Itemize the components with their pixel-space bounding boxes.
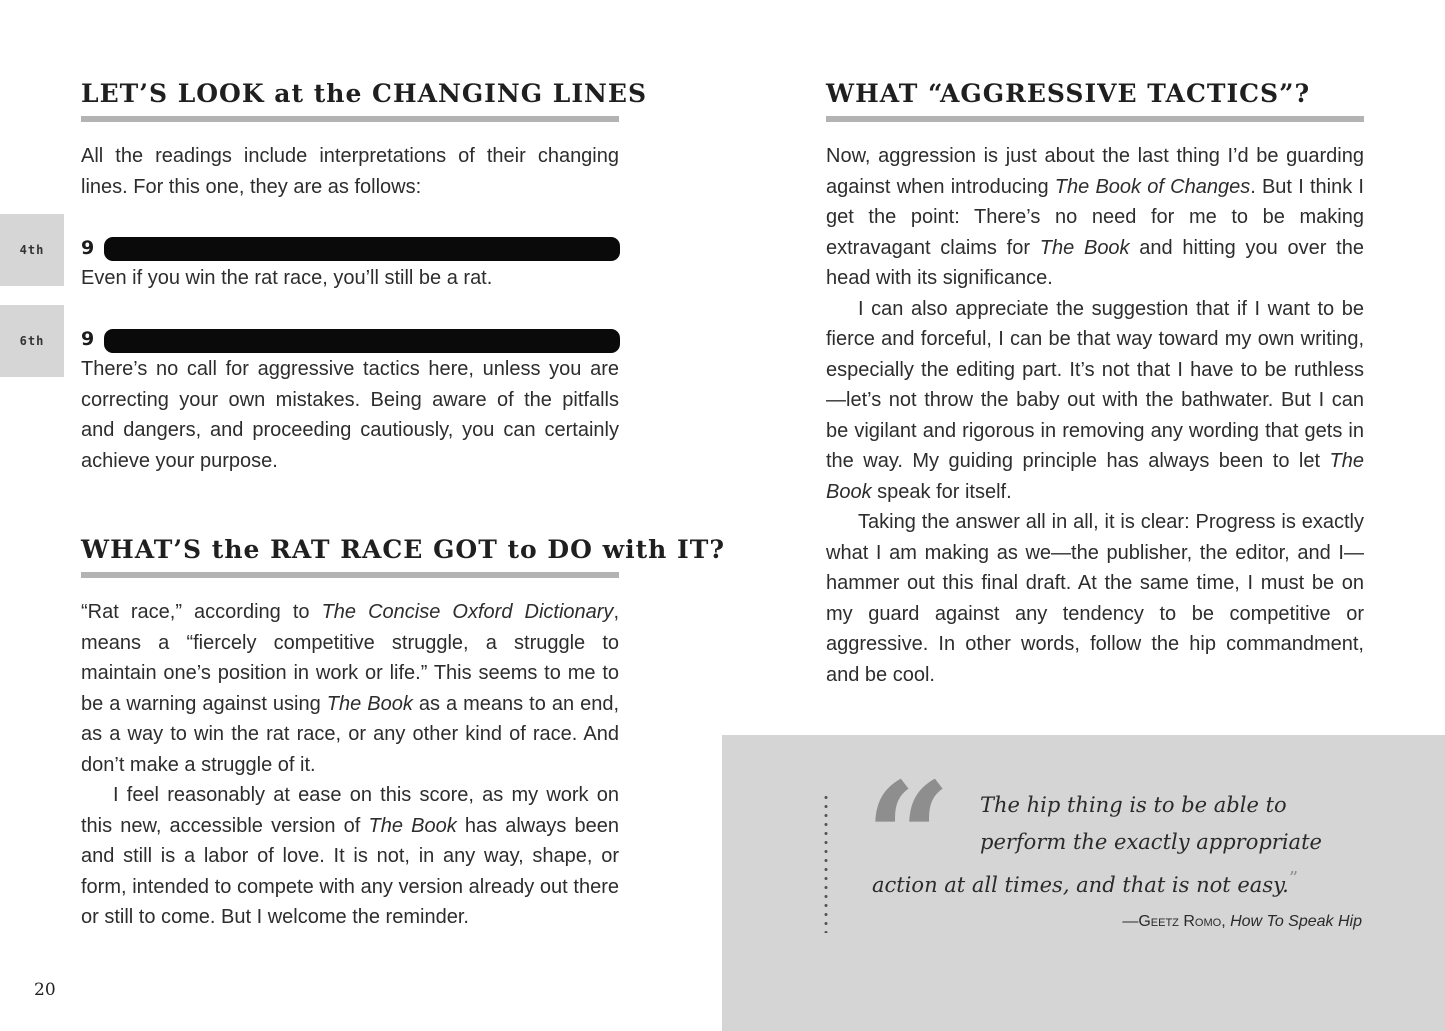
paragraph: Now, aggression is just about the last thing I’d be guarding against when introducing The Book of Changes. But I think I get the point: There’s no need for me to be making extravagant claims for The Book and hitting you over the head with its significance. <box>826 145 1364 289</box>
section-heading-changing-lines: LET’S LOOK at the CHANGING LINES <box>81 79 647 108</box>
book-title: The Book <box>326 692 413 715</box>
line-number: 9 <box>81 328 95 350</box>
heading-rule <box>826 116 1364 122</box>
book-title: The Book <box>826 450 1364 503</box>
book-title: The Book <box>1039 236 1130 259</box>
paragraph: Taking the answer all in all, it is clear: Progress is exactly what I am making as we—the publisher, the editor, and I—hammer out this final draft. At the same time, I must be on my guard against any tendency to be competitive or aggressive. In other words, follow the hip commandment, and be cool. <box>826 511 1364 686</box>
dotted-divider <box>824 793 828 933</box>
quote-line-3: action at all times, and that is not easy.” <box>872 868 1299 897</box>
line-tab-4th: 4th <box>0 214 64 286</box>
paragraph: I feel reasonably at ease on this score, as my work on this new, accessible version of The Book has always been and still is a labor of love. It is not, in any way, shape, or form, intended to compete with any version already out there or still to come. But I welcome the reminder. <box>81 784 619 928</box>
intro-paragraph: All the readings include interpretations of their changing lines. For this one, they are as follows: <box>81 145 619 198</box>
redaction-bar <box>104 237 620 261</box>
section-heading-rat-race: WHAT’S the RAT RACE GOT to DO with IT? <box>81 535 725 564</box>
quote-line-1: The hip thing is to be able to <box>980 793 1287 817</box>
quote-line-2: perform the exactly appropriate <box>980 830 1322 854</box>
line-interpretation-6th: There’s no call for aggressive tactics here, unless you are correcting your own mistakes. Being aware of the pitfalls and dangers, and proceeding cautiously, you can certainly achieve your purpose. <box>81 358 619 472</box>
heading-rule <box>81 572 619 578</box>
close-quote-icon: ” <box>1288 868 1299 889</box>
redaction-bar <box>104 329 620 353</box>
book-title: The Book <box>368 814 457 837</box>
quote-source: How To Speak Hip <box>1230 913 1362 930</box>
quote-author: Geetz Romo <box>1138 913 1222 930</box>
line-number: 9 <box>81 237 95 259</box>
open-quote-icon: “ <box>865 750 952 926</box>
rat-race-body <box>81 597 619 933</box>
heading-rule <box>81 116 619 122</box>
aggressive-tactics-body <box>826 141 1364 690</box>
book-title: The Concise Oxford Dictionary <box>321 601 614 623</box>
line-tab-6th: 6th <box>0 305 64 377</box>
quote-attribution: —Geetz Romo, How To Speak Hip <box>1122 913 1362 930</box>
pull-quote-box <box>722 735 1445 1031</box>
book-title: The Book of Changes <box>1054 175 1251 198</box>
line-interpretation-4th: Even if you win the rat race, you’ll still be a rat. <box>81 267 493 289</box>
page-number: 20 <box>34 980 56 1000</box>
paragraph: “Rat race,” according to The Concise Oxford Dictionary, means a “fiercely competitive struggle, a struggle to maintain one’s position in work or life.” This seems to me to be a warning against using The Book as a means to an end, as a way to win the rat race, or any other kind of race. And don’t make a struggle of it. <box>81 601 620 776</box>
paragraph: I can also appreciate the suggestion that if I want to be fierce and forceful, I can be that way toward my own writing, especially the editing part. It’s not that I have to be ruthless—let’s not throw the baby out with the bathwater. But I can be vigilant and rigorous in removing any wording that gets in the way. My guiding principle has always been to let The Book speak for itself. <box>826 297 1364 503</box>
section-heading-aggressive-tactics: WHAT “AGGRESSIVE TACTICS”? <box>826 79 1311 108</box>
